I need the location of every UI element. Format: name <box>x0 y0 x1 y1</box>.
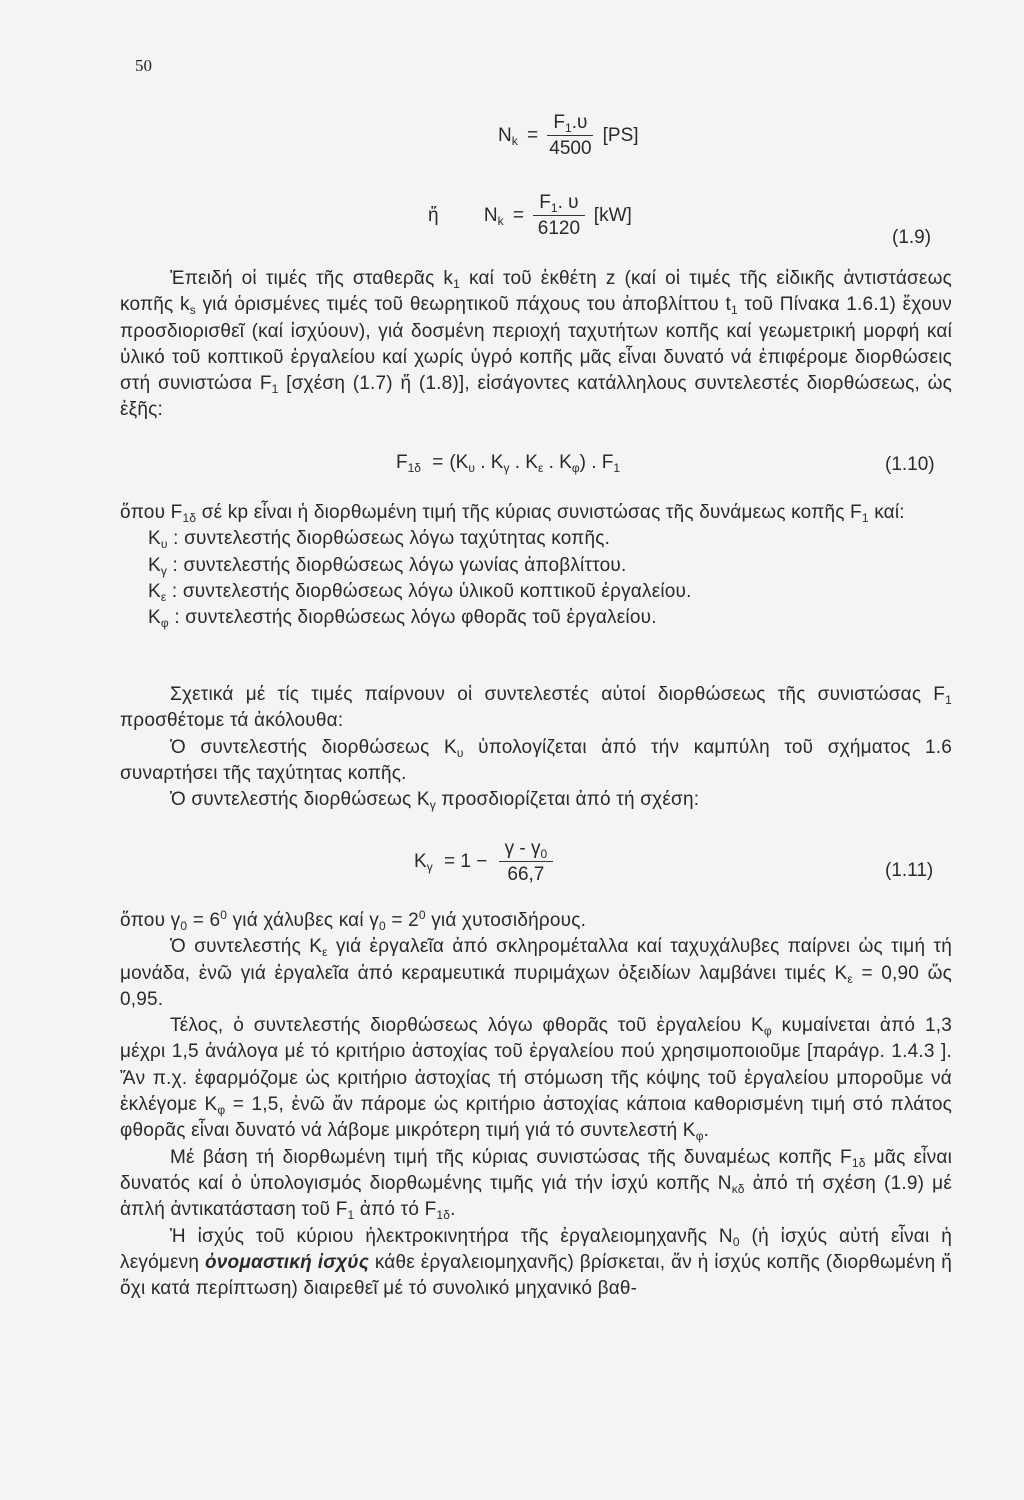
paragraph-motor-power: Ἡ ἰσχύς τοῦ κύριου ἠλεκτροκινητήρα τῆς ἐργαλειομηχανῆς $N_0$ (ἡ ἰσχύς αὐτή εἶναι ἡ λεγόμενη ὀνομαστική ἰσχύς κάθε ἐργαλειομηχανῆς) βρίσκεται, ἄν ἡ ἰσχύς κοπῆς (διορθωμένη ἤ ὄχι κατά περίπτωση) διαιρεθεῖ μέ τό συνολικό μηχανικό βαθ- <box>120 1225 952 1300</box>
paragraph-where: ὅπου $F_{1\delta}$ σέ kp εἶναι ἡ διορθωμένη τιμή τῆς κύριας συνιστώσας τῆς δυνάμεως κοπῆς $F_1$ καί: $K_\upsilon$ : συντελεστής διορθώσεως λόγω ταχύτητας κοπῆς. $K_\gamma$ : συντελεστής διορθώσεως λόγω γωνίας ἀποβλίττου. $K_\varepsilon$ : συντελεστής διορθώσεως λόγω ὑλικοῦ κοπτικοῦ ἐργαλείου. $K_\varphi$ : συντελεστής διορθώσεως λόγω φθορᾶς τοῦ ἐργαλείου. <box>120 500 952 631</box>
paragraph-gamma0: ὅπου $\gamma_0 = 6^0$ γιά χάλυβες καί $\gamma_0 = 2^0$ γιά χυτοσιδήρους. <box>120 908 587 933</box>
equation-1-11: $K_\gamma = 1$ − $\frac{\gamma - \gamma_0}{66,7}$ <box>414 838 553 886</box>
equation-1-9-ps: $N_k$ = $\frac{F_1.\upsilon}{4500}$ [PS] <box>498 112 639 159</box>
equation-1-10: $F_{1\delta} = (K_\upsilon$ . $K_\gamma$ . $K_\varepsilon$ . $K_\varphi$) . $F_1$ <box>396 452 621 475</box>
paragraph-body <box>120 908 952 1302</box>
paragraph-kgamma: Ὁ συντελεστής διορθώσεως $K_\gamma$ προσδιορίζεται ἀπό τή σχέση: <box>170 789 700 813</box>
fraction: $\frac{F_1.\upsilon}{4500}$ <box>549 112 592 159</box>
paragraph-corrected-power: Μέ βάση τή διορθωμένη τιμή τῆς κύριας συνιστώσας τῆς δυναμέως κοπῆς $F_{1\delta}$ μᾶς εἶναι δυνατός καί ὁ ὑπολογισμός διορθωμένης τιμῆς γιά τήν ἰσχύ κοπῆς $N_{\kappa\delta}$ ἀπό τή σχέση (1.9) μέ ἁπλή ἀντικατάσταση τοῦ $F_1$ ἀπό τό $F_{1\delta}$. <box>120 1146 952 1223</box>
paragraph-ku: Ὁ συντελεστής διορθώσεως $K_\upsilon$ ὑπολογίζεται ἀπό τήν καμπύλη τοῦ σχήματος 1.6 συναρτήσει τῆς ταχύτητας κοπῆς. <box>120 736 953 784</box>
definition-kphi: $K_\varphi$ : συντελεστής διορθώσεως λόγω φθορᾶς τοῦ ἐργαλείου. <box>148 607 657 631</box>
equation-number: (1.9) <box>892 227 932 248</box>
equation-1-9-kw: ἤ $N_k$ = $\frac{F_1. \upsilon}{6120}$ [kW] <box>428 192 632 239</box>
paragraph-coefficients: Σχετικά μέ τίς τιμές παίρνουν οἱ συντελεστές αὐτοί διορθώσεως τῆς συνιστώσας $F_1$ προσθέτομε τά ἀκόλουθα: Ὁ συντελεστής διορθώσεως $K_\upsilon$ ὑπολογίζεται ἀπό τήν καμπύλη τοῦ σχήματος 1.6 συναρτήσει τῆς ταχύτητας κοπῆς. Ὁ συντελεστής διορθώσεως $K_\gamma$ προσδιορίζεται ἀπό τή σχέση: <box>120 684 953 813</box>
fraction: $\frac{F_1. \upsilon}{6120}$ <box>533 192 584 240</box>
definition-kepsilon: $K_\varepsilon$ : συντελεστής διορθώσεως λόγω ὑλικοῦ κοπτικοῦ ἐργαλείου. <box>148 580 692 604</box>
emphasized-term: ὀνομαστική ἰσχύς <box>204 1251 370 1273</box>
definition-ku: $K_\upsilon$ : συντελεστής διορθώσεως λόγω ταχύτητας κοπῆς. <box>148 528 611 552</box>
equation-number: (1.11) <box>885 860 934 881</box>
definition-kgamma: $K_\gamma$ : συντελεστής διορθώσεως λόγω γωνίας ἀποβλίττου. <box>148 554 627 578</box>
fraction: $\frac{\gamma - \gamma_0}{66,7}$ <box>499 838 554 886</box>
paragraph-intro: Ἐπειδή οἱ τιμές τῆς σταθερᾶς $k_1$ καί τοῦ ἐκθέτη z (καί οἱ τιμές τῆς εἰδικῆς ἀντιστάσεως κοπῆς $k_s$ γιά ὁρισμένες τιμές τοῦ θεωρητικοῦ πάχους του ἀποβλίττου $t_1$ τοῦ Πίνακα 1.6.1) ἔχουν προσδιορισθεῖ (καί ἰσχύουν), γιά δοσμένη περιοχή ταχυτήτων κοπῆς καί γεωμετρική μορφή καί ὑλικό τοῦ κοπτικοῦ ἐργαλείου καί χωρίς ὑγρό κοπῆς μᾶς εἶναι δυνατό νά ἐπιφέρομε διορθώσεις στή συνιστώσα $F_1$ [σχέση (1.7) ἤ (1.8)], εἰσάγοντες κατάλληλους συντελεστές διορθώσεως, ὡς ἑξῆς: <box>120 268 953 421</box>
page-number: 50 <box>135 56 152 75</box>
paragraph-kphi: Τέλος, ὁ συντελεστής διορθώσεως λόγω φθορᾶς τοῦ ἐργαλείου $K_\varphi$ κυμαίνεται ἀπό 1,3 μέχρι 1,5 ἀνάλογα μέ τό κριτήριο ἀστοχίας τοῦ ἐργαλείου πού χρησιμοποιοῦμε [παράγρ. 1.4.3 ]. Ἄν π.χ. ἐφαρμόζομε ὡς κριτήριο ἀστοχίας τή στόμωση τῆς κόψης τοῦ ἐργαλείου μποροῦμε νά ἐκλέγομε $K_\varphi = 1,5$, ἐνῶ ἄν πάρομε ὡς κριτήριο ἀστοχίας κάποια καθορισμένη τιμή στό πλάτος φθορᾶς εἶναι δυνατό νά λάβομε μικρότερη τιμή γιά τό συντελεστή $K_\varphi$. <box>120 1015 952 1144</box>
equation-number: (1.10) <box>885 454 935 475</box>
paragraph-kepsilon: Ὁ συντελεστής $K_\varepsilon$ γιά ἐργαλεῖα ἀπό σκληρομέταλλα καί ταχυχάλυβες παίρνει ὡς τιμή τή μονάδα, ἐνῶ γιά ἐργαλεῖα ἀπό κεραμευτικά πυριμάχων ὀξειδίων λαμβάνει τιμές $K_\varepsilon = 0,90$ ὥς 0,95. <box>120 936 952 1010</box>
